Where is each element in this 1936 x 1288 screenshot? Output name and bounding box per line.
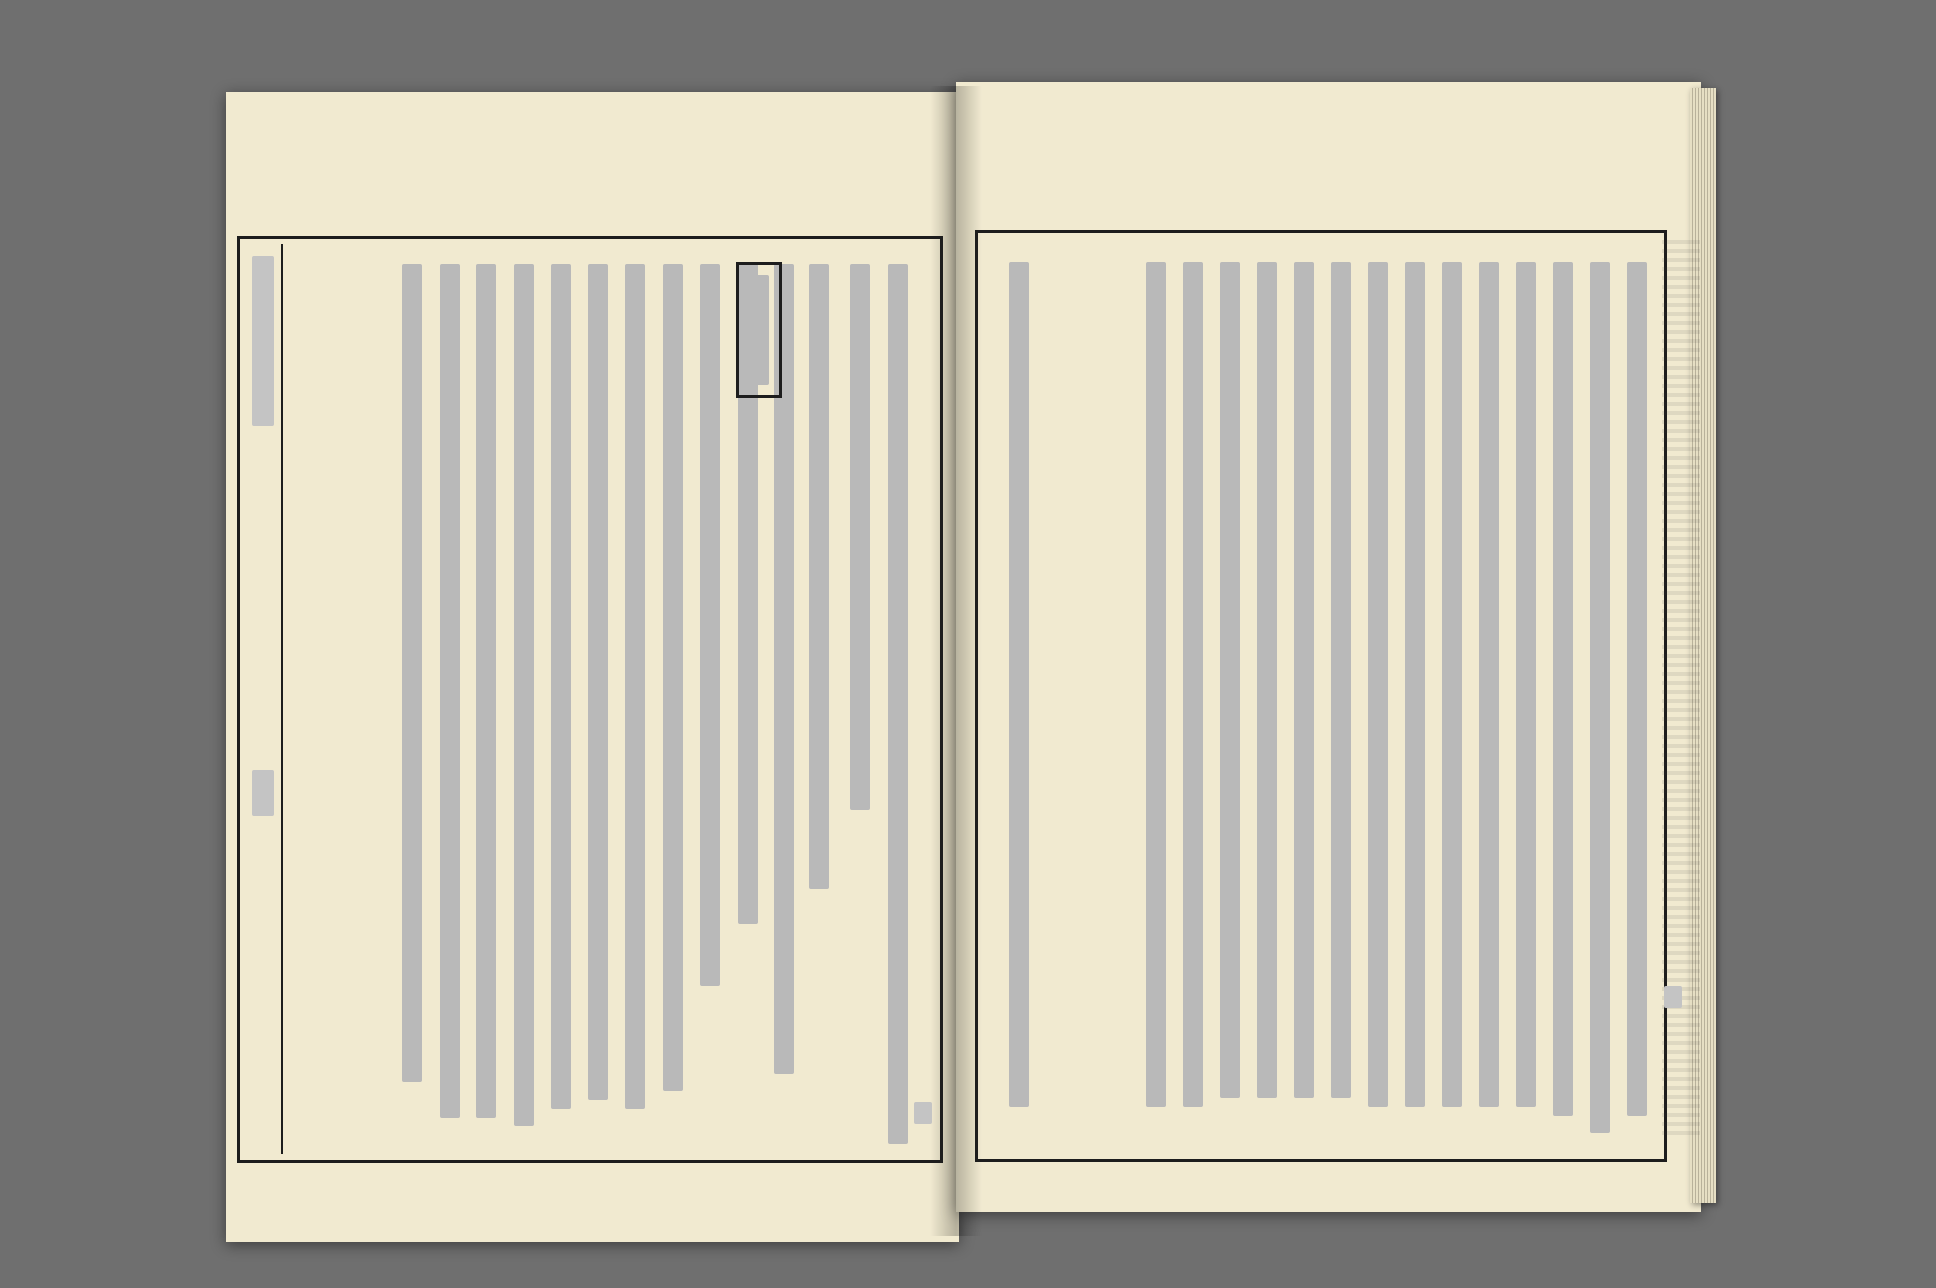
text-column-lc1 [888, 264, 908, 1144]
margin-folio-placeholder [252, 770, 274, 816]
text-column-lc11 [514, 264, 534, 1126]
text-column-lc6 [700, 264, 720, 986]
text-column-rc14 [1146, 262, 1166, 1107]
text-column-lc10 [551, 264, 571, 1109]
text-column-rc3 [1553, 262, 1573, 1116]
text-column-rc2 [1590, 262, 1610, 1133]
text-column-rc8 [1368, 262, 1388, 1107]
text-column-rc15 [1009, 262, 1029, 1107]
text-column-rc9 [1331, 262, 1351, 1098]
left-folio-placeholder [914, 1102, 932, 1124]
text-column-lc3 [809, 264, 829, 889]
text-column-lc2 [850, 264, 870, 810]
text-column-rc7 [1405, 262, 1425, 1107]
text-column-rc4 [1516, 262, 1536, 1107]
text-column-rc10 [1294, 262, 1314, 1098]
text-column-rc5 [1479, 262, 1499, 1107]
text-column-rc12 [1220, 262, 1240, 1098]
text-column-rc6 [1442, 262, 1462, 1107]
text-column-lc9 [588, 264, 608, 1100]
text-column-lc13 [440, 264, 460, 1118]
text-column-lc14 [402, 264, 422, 1082]
text-column-rc1 [1627, 262, 1647, 1116]
chapter-label-box [736, 262, 782, 398]
text-column-rc13 [1183, 262, 1203, 1107]
text-column-lc12 [476, 264, 496, 1118]
text-column-lc7 [663, 264, 683, 1091]
right-folio-placeholder [1664, 986, 1682, 1008]
text-column-lc8 [625, 264, 645, 1109]
chapter-label-placeholder [749, 275, 769, 385]
margin-title-placeholder [252, 256, 274, 426]
text-column-rc11 [1257, 262, 1277, 1098]
